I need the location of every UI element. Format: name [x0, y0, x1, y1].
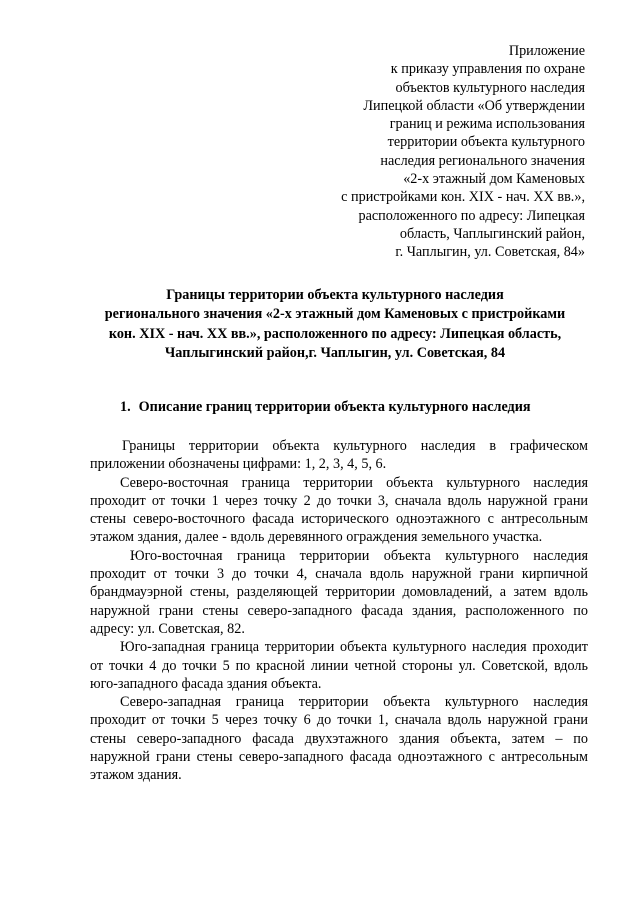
appendix-line: расположенного по адресу: Липецкая — [358, 207, 585, 224]
paragraph-northwest-boundary: Северо-западная граница территории объекта культурного наследия проходит от точки 5 через точку 6 до точки 1, сначала вдоль наружной грани стены северо-западного фасада двухэтажного здания объекта, затем – по наружной грани стены северо-западного фасада одноэтажного с антресольным этажом здания. — [90, 694, 588, 784]
paragraph-southwest-boundary: Юго-западная граница территории объекта культурного наследия проходит от точки 4 до точки 5 по красной линии четной стороны ул. Советской, вдоль юго-западного фасада здания объекта. — [90, 639, 588, 692]
title-line: кон. XIX - нач. XX вв.», расположенного по адресу: Липецкая область, — [108, 325, 562, 342]
appendix-line: границ и режима использования — [389, 116, 585, 133]
section-number: 1. — [120, 399, 131, 415]
document-body — [90, 437, 588, 785]
appendix-line: с пристройками кон. XIX - нач. XX вв.», — [341, 189, 585, 206]
appendix-line: к приказу управления по охране — [390, 61, 585, 78]
title-line: регионального значения «2-х этажный дом Каменовых с пристройками — [104, 306, 566, 323]
section-heading-text: Описание границ территории объекта культурного наследия — [138, 399, 531, 415]
appendix-line: г. Чаплыгин, ул. Советская, 84» — [395, 244, 585, 261]
title-line: Чаплыгинский район,г. Чаплыгин, ул. Советская, 84 — [164, 344, 506, 361]
paragraph-southeast-boundary: Юго-восточная граница территории объекта культурного наследия проходит от точки 3 до точки 4, сначала вдоль наружной грани кирпичной брандмауэрной стены, разделяющей территории домовладений, а затем вдоль наружной грани стены северо-западного фасада здания, расположенного по адресу: ул. Советская, 82. — [90, 547, 588, 637]
paragraph-overview: Границы территории объекта культурного наследия в графическом приложении обозначены цифрами: 1, 2, 3, 4, 5, 6. — [90, 438, 588, 473]
appendix-line: Приложение — [508, 43, 585, 59]
section-heading — [120, 398, 531, 416]
appendix-line: наследия регионального значения — [380, 152, 585, 169]
appendix-line: область, Чаплыгинский район, — [399, 225, 585, 242]
document-title — [85, 286, 585, 363]
appendix-header — [285, 42, 585, 262]
title-line: Границы территории объекта культурного наследия — [166, 287, 504, 303]
appendix-line: «2-х этажный дом Каменовых — [403, 171, 585, 188]
paragraph-northeast-boundary: Северо-восточная граница территории объекта культурного наследия проходит от точки 1 через точку 2 до точки 3, сначала вдоль наружной грани стены северо-восточного фасада исторического одноэтажного с антресольным этажом здания, далее - вдоль деревянного ограждения земельного участка. — [90, 474, 588, 546]
appendix-line: объектов культурного наследия — [395, 79, 585, 96]
appendix-line: Липецкой области «Об утверждении — [363, 97, 585, 114]
appendix-line: территории объекта культурного — [387, 134, 585, 151]
